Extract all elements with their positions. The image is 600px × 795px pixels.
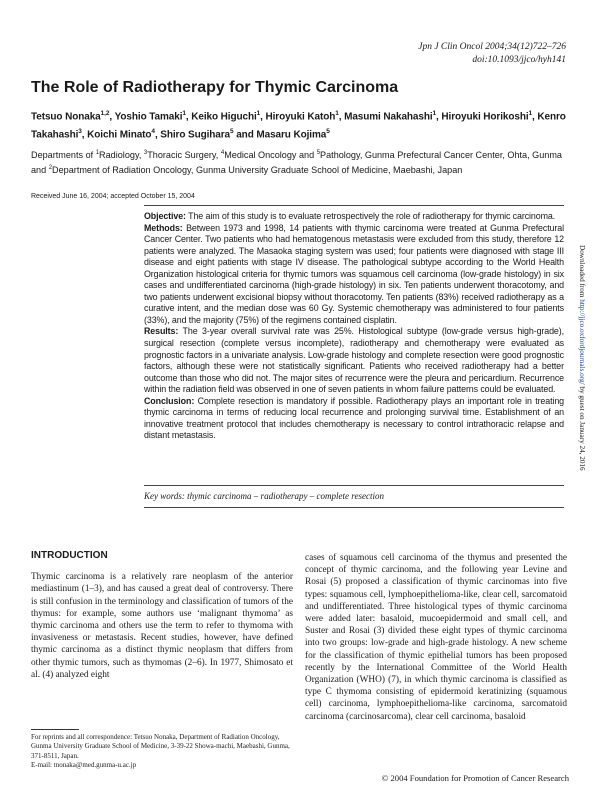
download-link[interactable]: http://jjco.oxfordjournals.org/ — [578, 299, 586, 385]
author-separator: and — [233, 129, 257, 141]
author-separator: , — [81, 129, 88, 141]
affiliation-text: Department of Radiation Oncology, Gunma University Graduate School of Medicine, Maebashi, Japan — [52, 164, 463, 175]
abstract — [144, 211, 564, 442]
author-affiliation-sup: 5 — [326, 128, 330, 136]
author-name: Yoshio Tamaki — [114, 111, 183, 123]
author-affiliation-sup: 4 — [151, 128, 155, 136]
journal-citation: Jpn J Clin Oncol 2004;34(12)722–726 — [418, 42, 566, 52]
objective-label: Objective: — [144, 211, 186, 221]
journal-doi: doi:10.1093/jjco/hyh141 — [472, 55, 566, 65]
author-name: Masaru Kojima — [256, 129, 327, 141]
affiliations — [31, 147, 566, 176]
article-title: The Role of Radiotherapy for Thymic Carcinoma — [31, 79, 399, 96]
objective-text: The aim of this study is to evaluate retrospectively the role of radiotherapy for thymic carcinoma. — [185, 211, 556, 221]
footnote-address: For reprints and all correspondence: Tetsuo Nonaka, Department of Radiation Oncology, Gunma University Graduate School of Medicine, 3-39-22 Showa-machi, Maebashi, Gunma, 371-8511, Japan. — [31, 733, 290, 760]
results-label: Results: — [144, 326, 179, 337]
author-affiliation-sup: 3 — [78, 128, 82, 136]
abstract-conclusion — [144, 396, 564, 442]
author-name: Hiroyuki Katoh — [265, 111, 336, 123]
affiliation-sup: 4 — [220, 150, 225, 156]
download-prefix: Downloaded from — [578, 245, 586, 300]
abstract-results — [144, 326, 564, 395]
author-affiliation-sup: 1 — [256, 110, 261, 117]
conclusion-label: Conclusion: — [144, 395, 195, 406]
author-separator: , — [109, 111, 115, 123]
affiliation-text: Pathology, Gunma Prefectural Cancer Center, Ohta, Gunma and — [31, 150, 562, 175]
methods-text: Between 1973 and 1998, 14 patients with thymic carcinoma were treated at Gunma Prefectural Cancer Center. Two patients who had hematogenous metastasis were excluded from this study, therefore 12 patients were analyzed. The Masaoka staging system was used; four patients were diagnosed with stage III disease and eight patients with stage IV disease. The pathological subtype according to the World Health Organization histological criteria for thymic tumors was squamous cell carcinoma (low-grade histology) in six cases and undifferentiated carcinoma (high-grade histology) in six. Ten patients underwent thoracotomy, and two patients underwent excisional biopsy without thoracotomy. Ten patients (83%) received radiotherapy as a curative intent, and the median dose was 60 Gy. Systemic chemotherapy was administered to four patients (33%), and the majority (75%) of the regimens contained cisplatin. — [144, 222, 564, 325]
author-separator: , — [154, 129, 161, 141]
author-separator: , — [260, 111, 266, 123]
keywords-top-rule — [144, 485, 564, 486]
abstract-top-rule — [144, 205, 564, 206]
author-separator: , — [436, 111, 442, 123]
download-note — [578, 245, 586, 545]
author-affiliation-sup: 1 — [182, 110, 186, 117]
affiliation-text: Departments of — [31, 150, 96, 161]
author-affiliation-sup: 1 — [528, 110, 533, 117]
author-name: Kenro Takahashi — [31, 111, 566, 141]
author-list — [31, 106, 571, 143]
author-affiliation-sup: 1 — [432, 110, 437, 117]
author-name: Masumi Nakahashi — [344, 111, 433, 123]
affiliation-sup: 2 — [48, 164, 53, 171]
affiliation-sup: 5 — [316, 150, 321, 156]
keywords-bottom-rule — [144, 507, 564, 508]
keywords: Key words: thymic carcinoma – radiotherapy – complete resection — [144, 491, 384, 501]
affiliation-sup: 3 — [143, 150, 148, 156]
correspondence-footnote — [31, 733, 293, 770]
footnote-rule — [31, 729, 79, 730]
intro-right-column — [305, 552, 567, 723]
methods-label: Methods: — [144, 222, 183, 233]
journal-header — [418, 41, 566, 67]
intro-heading: INTRODUCTION — [31, 550, 108, 561]
author-name: Tetsuo Nonaka — [31, 111, 101, 123]
author-affiliation-sup: 1 — [335, 110, 339, 117]
author-separator: , — [338, 111, 345, 123]
author-name: Koichi Minato — [87, 129, 152, 141]
download-suffix: by guest on January 24, 2016 — [578, 384, 586, 471]
author-name: Keiko Higuchi — [191, 111, 257, 123]
footnote-email: E-mail: tnonaka@med.gunma-u.ac.jp — [31, 760, 137, 769]
copyright: © 2004 Foundation for Promotion of Cancer Research — [381, 773, 569, 783]
author-affiliation-sup: 1,2 — [100, 110, 110, 117]
affiliation-text: Thoracic Surgery, — [147, 150, 221, 161]
abstract-methods — [144, 223, 564, 327]
received-dates: Received June 16, 2004; accepted October 15, 2004 — [31, 193, 195, 200]
author-name: Hiroyuki Horikoshi — [441, 111, 529, 123]
author-name: Shiro Sugihara — [160, 129, 231, 141]
affiliation-text: Radiology, — [99, 150, 144, 161]
conclusion-text: Complete resection is mandatory if possible. Radiotherapy plays an important role in treating thymic carcinoma in terms of reducing local recurrence and prolonging survival time. Establishment of an innovative treatment protocol that includes chemotherapy is necessary to control intrathoracic relapse and distant metastasis. — [144, 395, 564, 441]
intro-paragraph-left: Thymic carcinoma is a relatively rare neoplasm of the anterior mediastinum (1–3), and has caused a great deal of controversy. There is still confusion in the terminology and classification of tumors of the thymus: for example, some authors use ‘malignant thymoma’ as thymic carcinoma and others use the term to refer to thymoma with invasiveness or metastasis. Recent studies, however, have defined thymic carcinoma as a distinct thymic neoplasm that differs from other thymic tumors, such as thymomas (2–6). In 1977, Shimosato et al. (4) analyzed eight — [31, 572, 293, 680]
intro-paragraph-right: cases of squamous cell carcinoma of the thymus and presented the concept of thymic carcinoma, and the following year Levine and Rosai (5) proposed a classification of thymic carcinomas into five types: squamous cell, lymphoepithelioma-like, clear cell, sarcomatoid and undifferentiated. Three histological types of thymic carcinoma were added later: basaloid, mucoepidermoid and small cell, and Suster and Rosai (3) divided these eight types of thymic carcinoma into two groups: low-grade and high-grade histology. A new scheme for the classification of thymic epithelial tumors has been proposed recently by the International Committee of the World Health Organization (WHO) (7), in which thymic carcinoma is classified as type C thymoma consisting of epidermoid keratinizing (squamous cell) carcinoma, lymphoepithelioma-like carcinoma, sarcomatoid carcinoma (carcinosarcoma), clear cell carcinoma, basaloid — [305, 553, 567, 722]
affiliation-text: Medical Oncology and — [224, 150, 317, 161]
affiliation-sup: 1 — [95, 150, 100, 156]
intro-left-column — [31, 550, 293, 681]
results-text: The 3-year overall survival rate was 25%. Histological subtype (low-grade versus high-grade), surgical resection (complete versus incomplete), radiotherapy and chemotherapy were evaluated as prognostic factors in a univariate analysis. Low-grade histology and complete resection were good prognostic factors, although these were not statistically significant. Patients who received radiotherapy had a better outcome than those who did not. The major sites of recurrence were the pleura and pericardium. Recurrence within the radiation field was observed in one of seven patients in whom failure patterns could be evaluated. — [144, 326, 564, 395]
abstract-objective — [144, 211, 564, 223]
author-separator: , — [185, 111, 192, 123]
author-affiliation-sup: 5 — [230, 128, 234, 136]
author-separator: , — [532, 111, 538, 123]
